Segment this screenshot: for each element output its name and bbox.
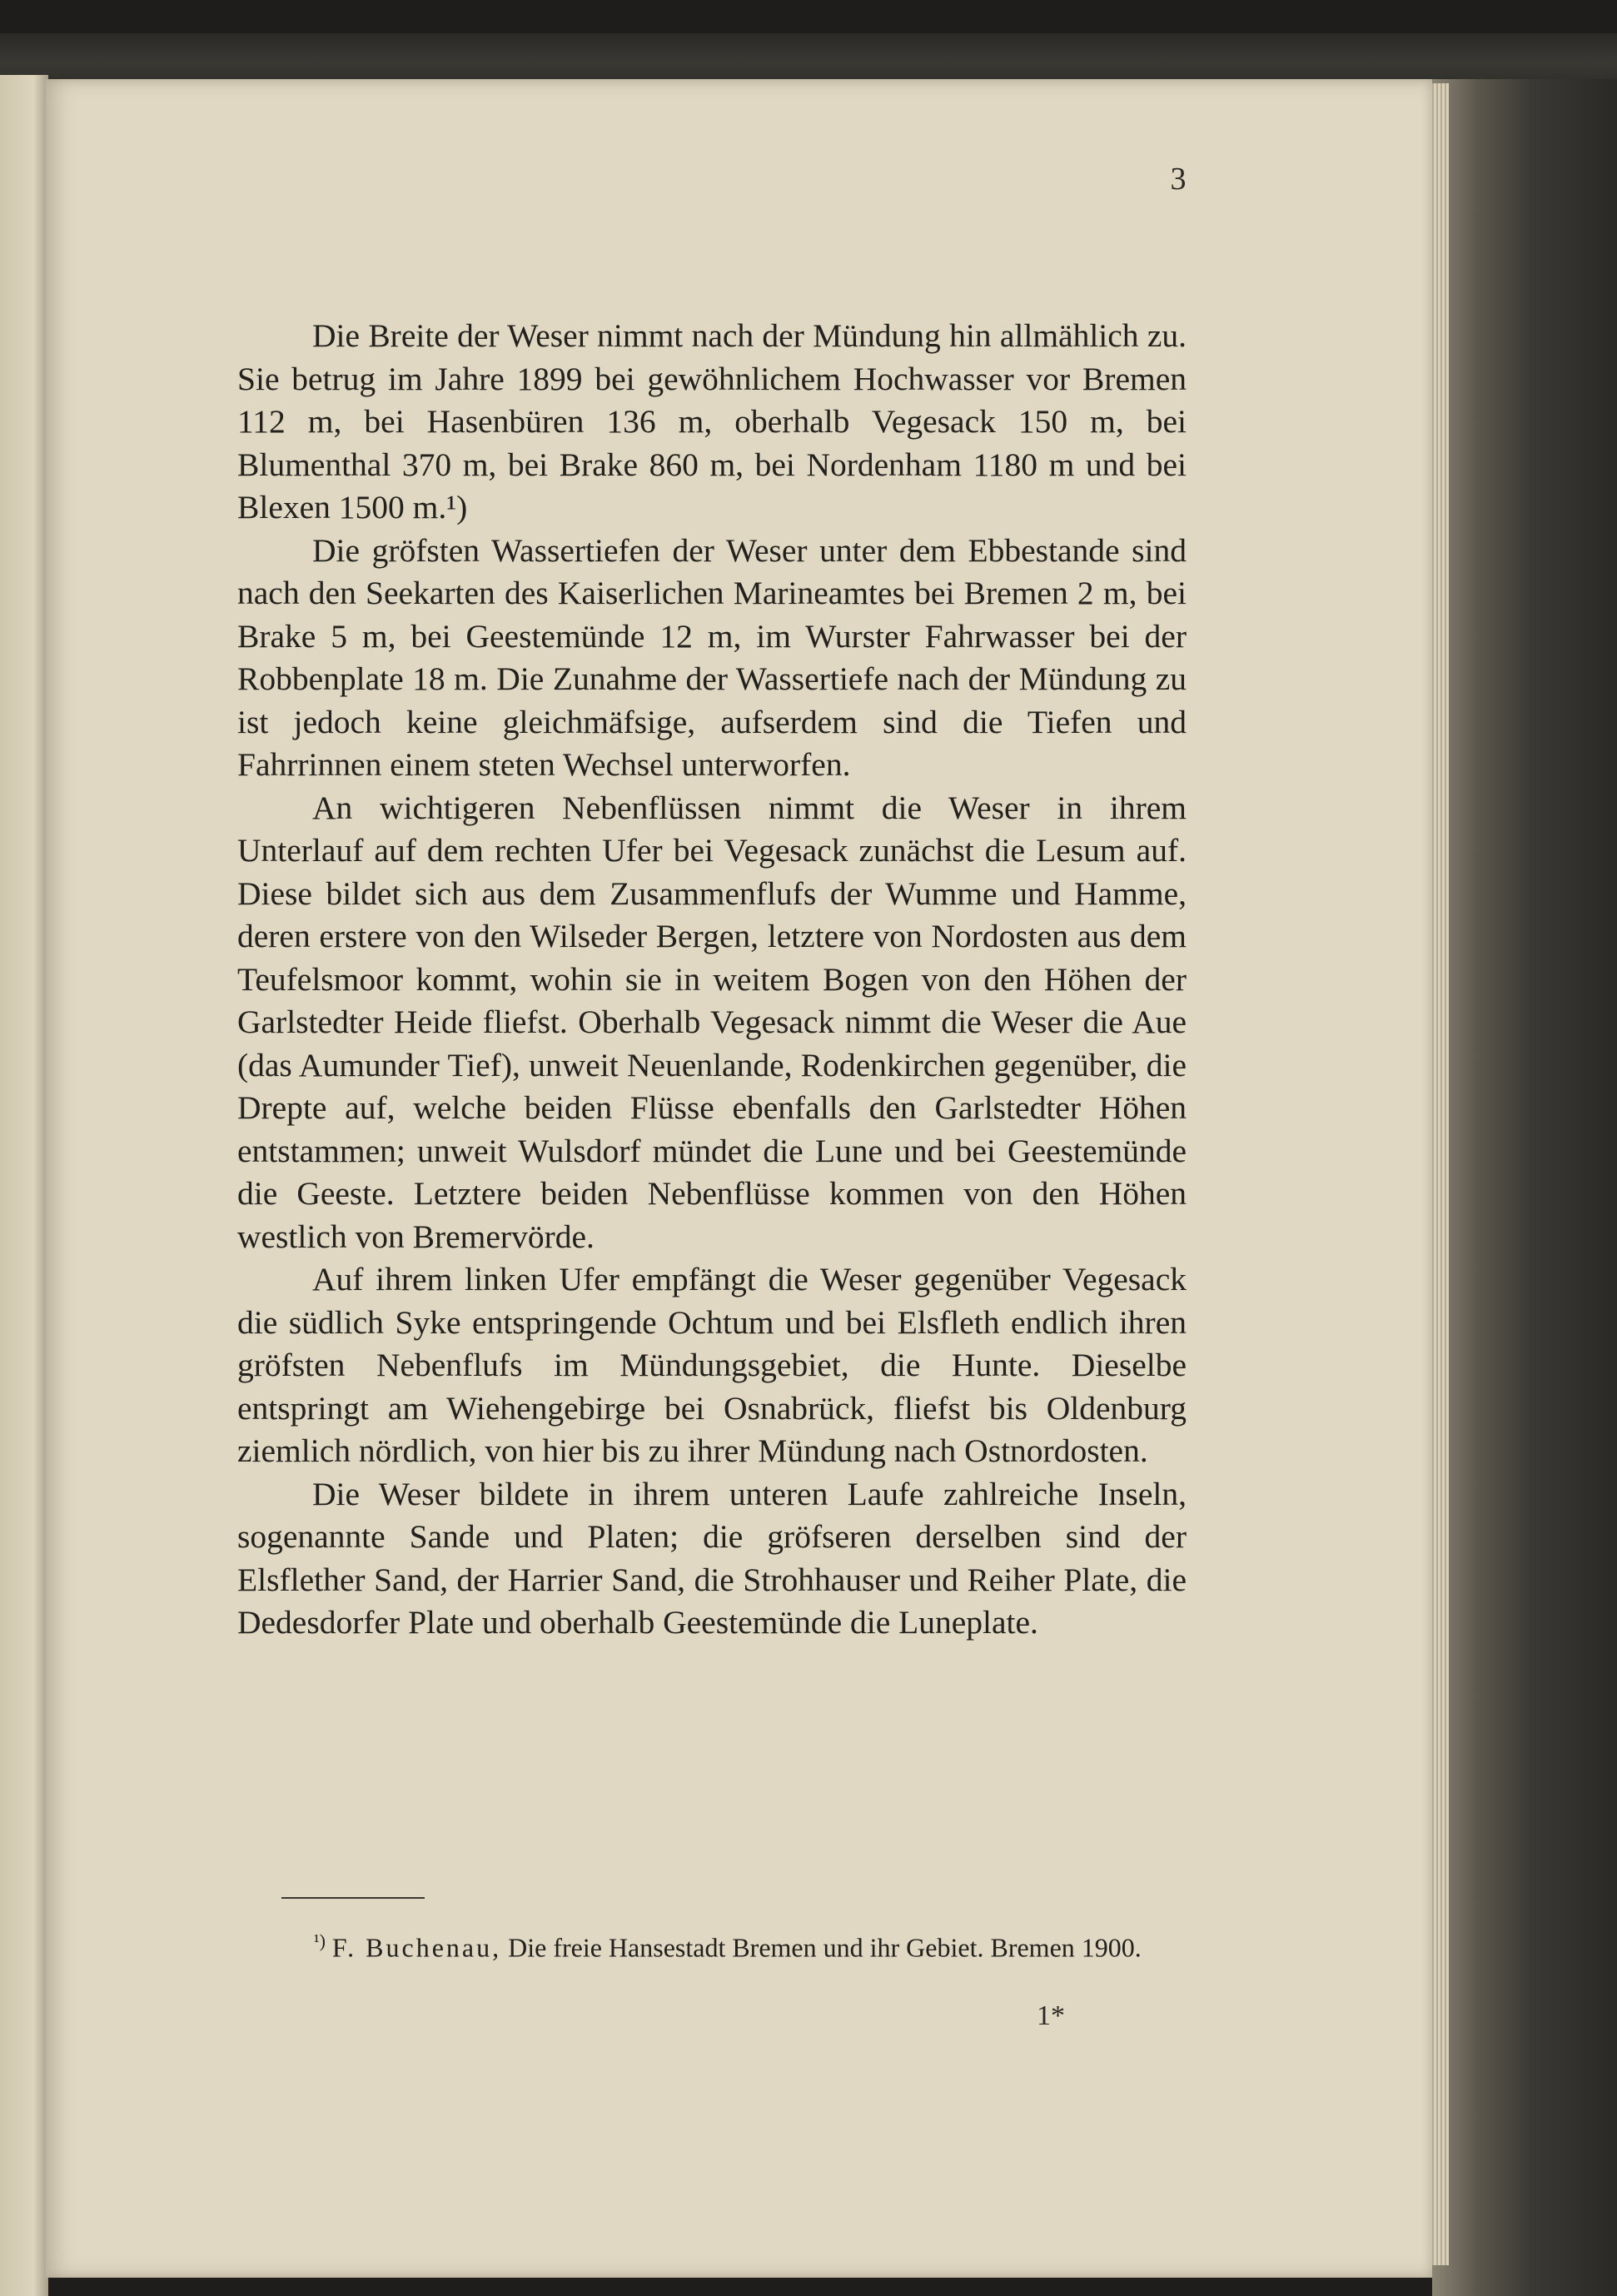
paragraph-nebenfluesse-rechts: An wichtigeren Nebenflüssen nimmt die Weser in ihrem Unterlauf auf dem rechten Ufer bei Vegesack zunächst die Lesum auf. Diese bildet sich aus dem Zusammenflufs der Wumme und Hamme, deren erstere von den Wilseder Bergen, letztere von Nordosten aus dem Teufelsmoor kommt, wohin sie in weitem Bogen von den Höhen der Garlstedter Heide fliefst. Oberhalb Vegesack nimmt die Weser die Aue (das Aumunder Tief), unweit Neuenlande, Rodenkirchen gegenüber, die Drepte auf, welche beiden Flüsse ebenfalls den Garlstedter Höhen entstammen; unweit Wulsdorf mündet die Lune und bei Geestemünde die Geeste. Letztere beiden Nebenflüsse kommen von den Höhen westlich von Bremervörde. [237, 789, 1187, 1255]
printer-signature: 1* [1037, 2000, 1065, 2031]
page-number: 3 [1170, 162, 1187, 197]
paragraph-nebenfluesse-links: Auf ihrem linken Ufer empfängt die Weser gegenüber Vegesack die südlich Syke entspringende Ochtum und bei Elsfleth endlich ihren gröfsten Nebenflufs im Mündungsgebiet, die Hunte. Dieselbe entspringt am Wiehengebirge bei Osnabrück, fliefst bis Oldenburg ziemlich nördlich, von hier bis zu ihrer Mündung nach Ostnordosten. [237, 1261, 1187, 1469]
book-cover-edge [1432, 79, 1617, 2296]
main-text [237, 315, 1187, 1645]
footnote-marker: ¹) [314, 1930, 326, 1951]
paragraph-wassertiefen: Die gröfsten Wassertiefen der Weser unter dem Ebbestande sind nach den Seekarten des Kaiserlichen Marineamtes bei Bremen 2 m, bei Brake 5 m, bei Geestemünde 12 m, im Wurster Fahrwasser bei der Robbenplate 18 m. Die Zunahme der Wassertiefe nach der Mündung zu ist jedoch keine gleichmäfsige, aufserdem sind die Tiefen und Fahrrinnen einem steten Wechsel unterworfen. [237, 531, 1187, 783]
footnote-text: Die freie Hansestadt Bremen und ihr Gebiet. Bremen 1900. [508, 1932, 1142, 1963]
footnote [237, 1923, 1187, 1966]
paragraph-weser-breite: Die Breite der Weser nimmt nach der Mündung hin allmählich zu. Sie betrug im Jahre 1899 bei gewöhnlichem Hochwasser vor Bremen 112 m, bei Hasenbüren 136 m, oberhalb Vegesack 150 m, bei Blumenthal 370 m, bei Brake 860 m, bei Nordenham 1180 m und bei Blexen 1500 m.¹) [237, 317, 1187, 525]
footnote-author: F. Buchenau, [331, 1932, 502, 1963]
paragraph-inseln: Die Weser bildete in ihrem unteren Laufe zahlreiche Inseln, sogenannte Sande und Platen; die gröfseren derselben sind der Elsflether Sand, der Harrier Sand, die Strohhauser und Reiher Plate, die Dedesdorfer Plate und oberhalb Geestemünde die Luneplate. [237, 1475, 1187, 1641]
left-page-edge [0, 75, 48, 2296]
footnote-rule [281, 1897, 425, 1899]
